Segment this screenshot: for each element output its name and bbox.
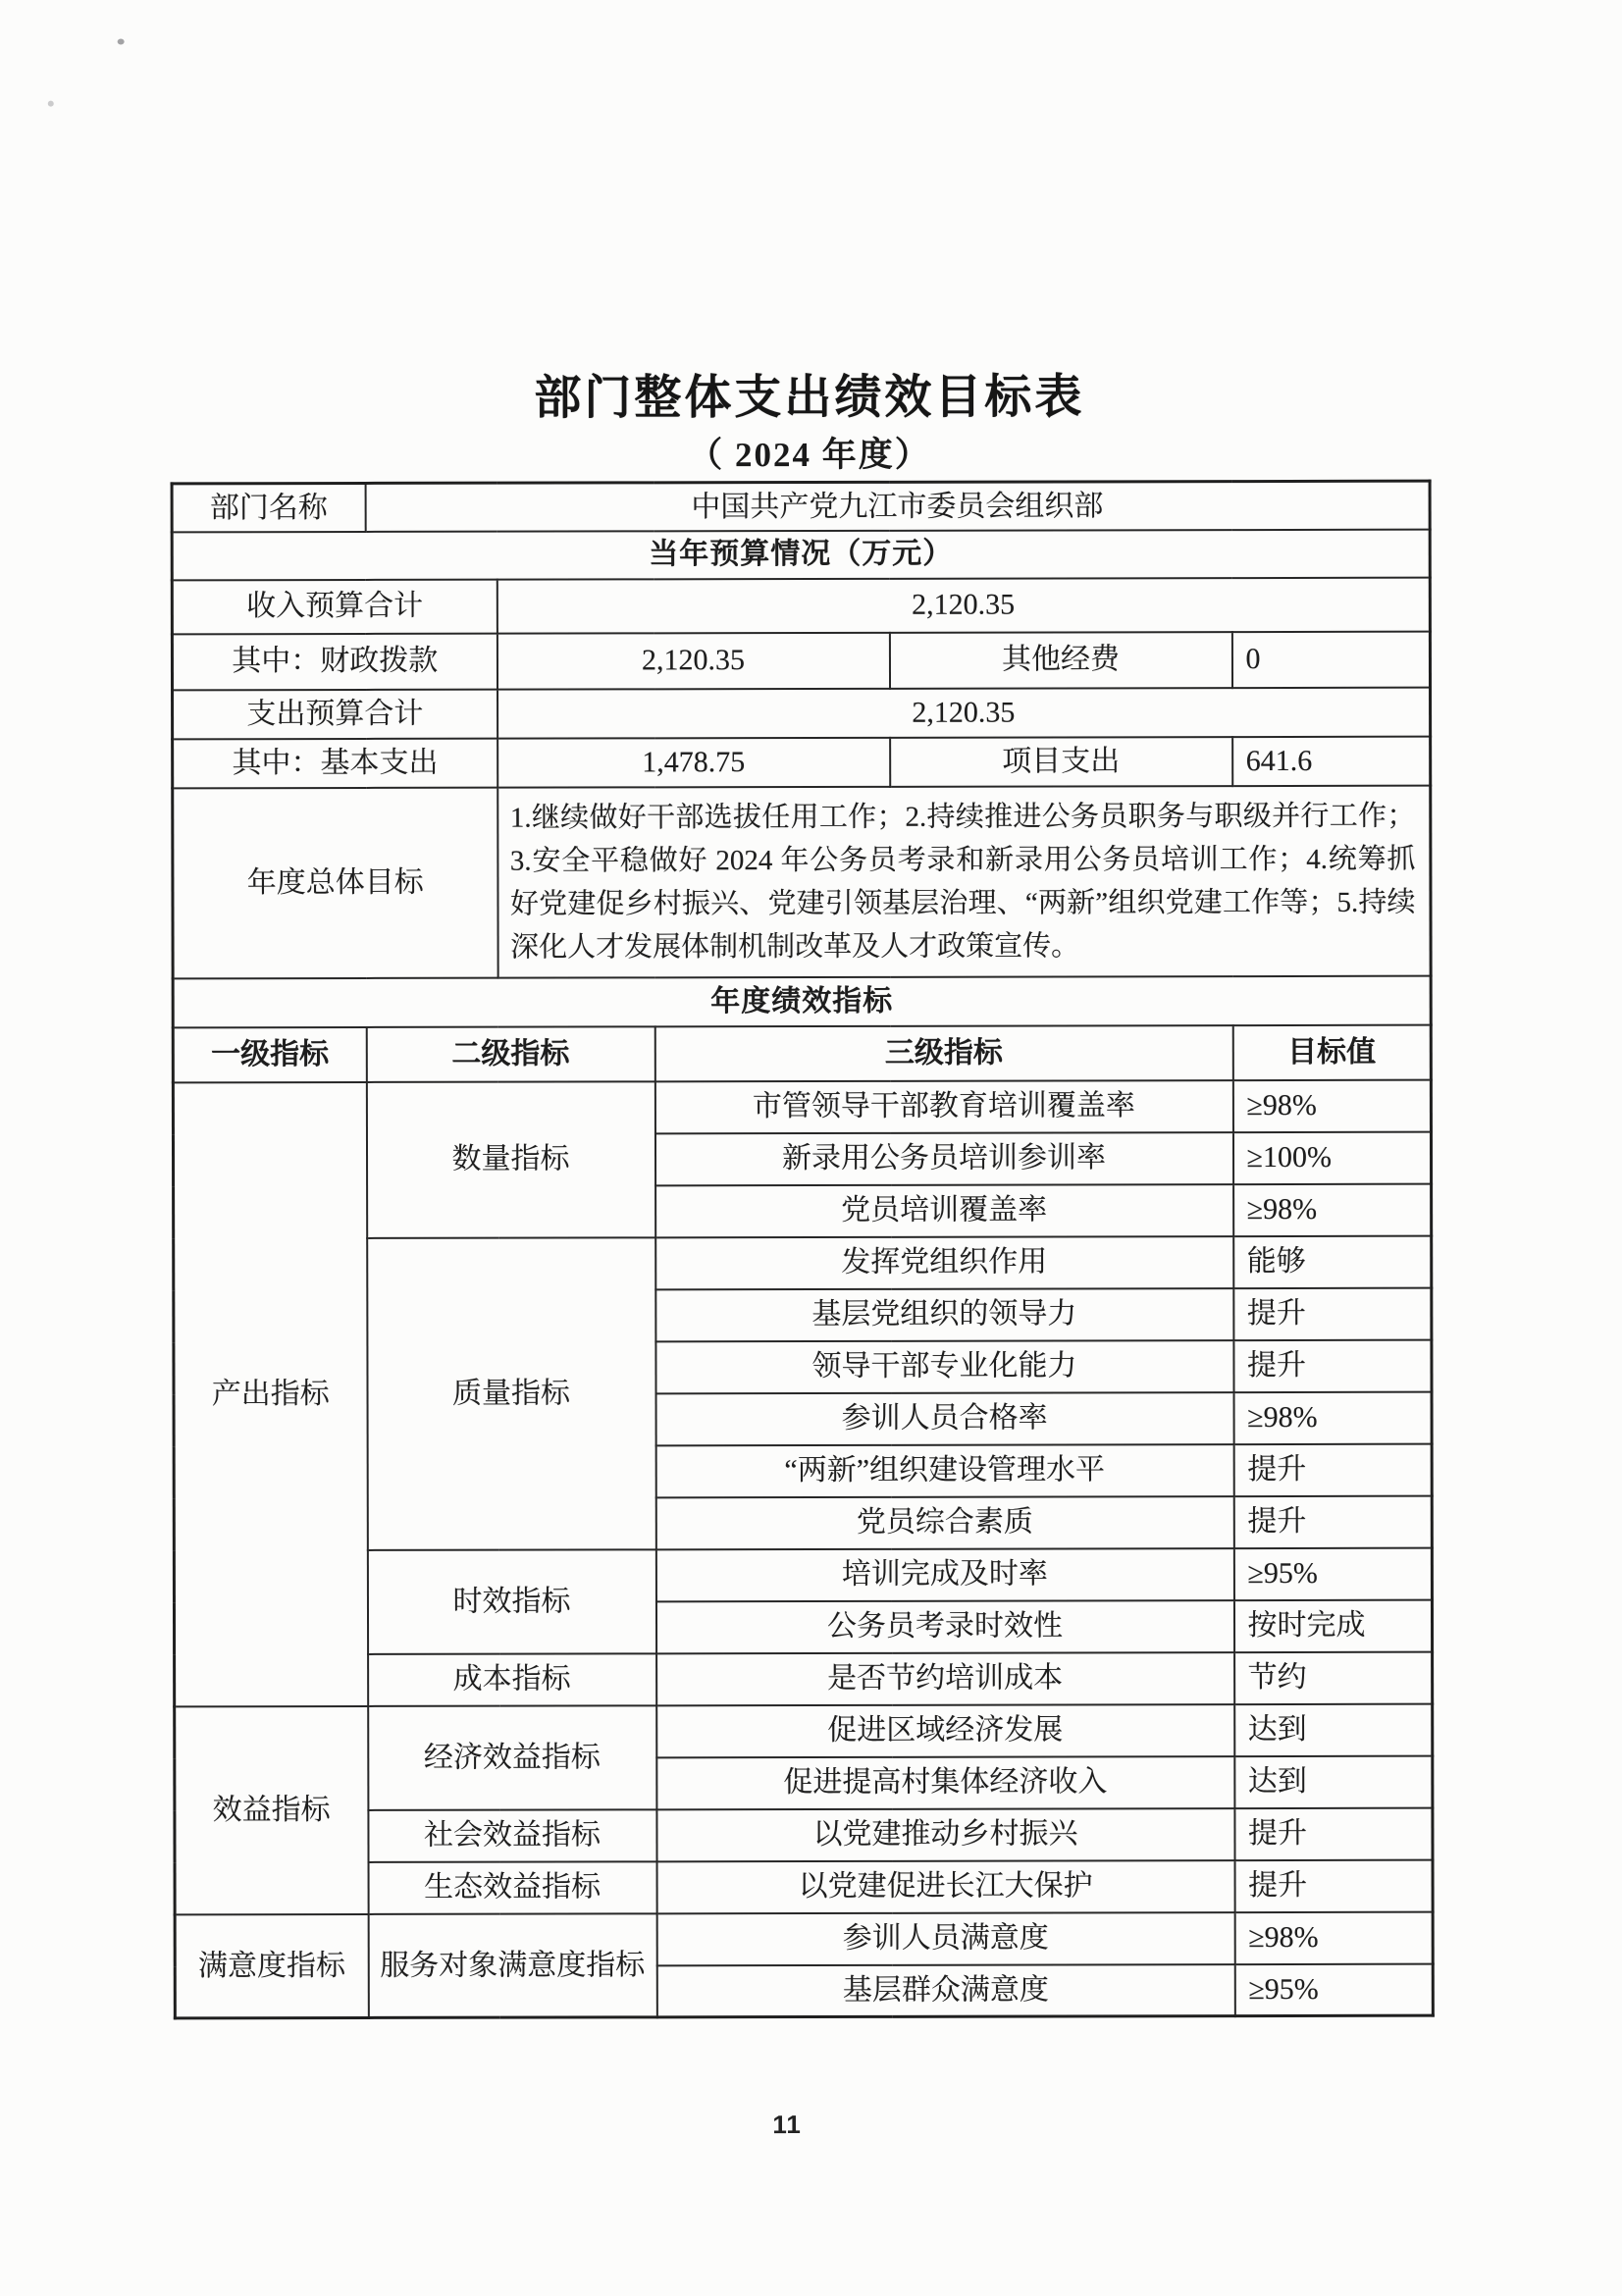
l2-indicator-cell: 经济效益指标 [368, 1705, 656, 1810]
target-value-cell: 提升 [1233, 1495, 1432, 1547]
target-value-cell: ≥98% [1234, 1911, 1433, 1963]
other-funds-label: 其他经费 [889, 632, 1231, 689]
target-value-cell: 提升 [1233, 1443, 1432, 1495]
l3-indicator-cell: 基层党组织的领导力 [655, 1288, 1233, 1341]
dept-name-label: 部门名称 [172, 483, 365, 531]
target-value-cell: ≥98% [1233, 1391, 1432, 1443]
basic-expense-value: 1,478.75 [497, 737, 890, 787]
l3-indicator-cell: “两新”组织建设管理水平 [655, 1444, 1233, 1497]
target-value-cell: 提升 [1233, 1287, 1432, 1339]
target-value-cell: ≥95% [1233, 1547, 1432, 1599]
l3-indicator-cell: 公务员考录时效性 [655, 1600, 1233, 1653]
l2-indicator-cell: 服务对象满意度指标 [368, 1913, 656, 2018]
page-subtitle-year: （ 2024 年度） [688, 435, 931, 475]
basic-expense-label: 其中：基本支出 [173, 738, 497, 788]
target-value-cell: 达到 [1234, 1755, 1433, 1807]
l3-indicator-cell: 培训完成及时率 [655, 1548, 1233, 1601]
other-funds-value: 0 [1231, 631, 1430, 687]
indicator-section-header: 年度绩效指标 [173, 975, 1431, 1027]
l3-indicator-cell: 领导干部专业化能力 [655, 1340, 1233, 1393]
annual-goal-label: 年度总体目标 [173, 787, 497, 978]
l3-indicator-cell: 促进提高村集体经济收入 [656, 1756, 1234, 1809]
l3-indicator-cell: 发挥党组织作用 [655, 1236, 1233, 1289]
header-level3-indicator: 三级指标 [654, 1025, 1232, 1081]
income-total-label: 收入预算合计 [172, 579, 497, 634]
fiscal-allocation-label: 其中：财政拨款 [172, 633, 497, 690]
project-expense-label: 项目支出 [890, 737, 1232, 787]
l2-indicator-cell: 质量指标 [367, 1237, 656, 1550]
header-target-value: 目标值 [1232, 1024, 1431, 1079]
l3-indicator-cell: 以党建推动乡村振兴 [656, 1808, 1234, 1861]
l3-indicator-cell: 以党建促进长江大保护 [656, 1860, 1234, 1913]
scan-speck [48, 101, 54, 107]
performance-target-table [171, 480, 1435, 2020]
project-expense-value: 641.6 [1232, 736, 1431, 785]
page-number: 11 [772, 2110, 802, 2140]
target-value-cell: 节约 [1234, 1651, 1433, 1703]
l3-indicator-cell: 新录用公务员培训参训率 [654, 1132, 1232, 1185]
budget-section-header: 当年预算情况（万元） [172, 529, 1430, 580]
target-value-cell: ≥95% [1234, 1963, 1433, 2015]
l2-indicator-cell: 社会效益指标 [368, 1809, 656, 1862]
l1-indicator-cell: 效益指标 [175, 1705, 368, 1913]
fiscal-allocation-value: 2,120.35 [497, 632, 889, 689]
l3-indicator-cell: 市管领导干部教育培训覆盖率 [654, 1080, 1232, 1133]
l3-indicator-cell: 基层群众满意度 [656, 1964, 1234, 2017]
l3-indicator-cell: 党员综合素质 [655, 1496, 1233, 1549]
l3-indicator-cell: 是否节约培训成本 [656, 1652, 1234, 1705]
expense-total-label: 支出预算合计 [173, 689, 497, 739]
header-level1-indicator: 一级指标 [173, 1026, 366, 1081]
target-value-cell: 达到 [1234, 1703, 1433, 1755]
scan-speck [118, 38, 125, 44]
l1-indicator-cell: 产出指标 [173, 1081, 367, 1705]
dept-name-value: 中国共产党九江市委员会组织部 [365, 481, 1430, 531]
target-value-cell: 提升 [1234, 1859, 1433, 1911]
target-value-cell: 提升 [1233, 1339, 1432, 1391]
target-value-cell: ≥100% [1232, 1131, 1431, 1183]
l3-indicator-cell: 促进区域经济发展 [656, 1704, 1234, 1757]
page-title: 部门整体支出绩效目标表 [534, 371, 1085, 425]
target-value-cell: ≥98% [1233, 1183, 1432, 1235]
expense-total-value: 2,120.35 [497, 687, 1431, 738]
target-value-cell: 提升 [1234, 1807, 1433, 1859]
l2-indicator-cell: 时效指标 [367, 1549, 655, 1654]
l3-indicator-cell: 参训人员满意度 [656, 1912, 1234, 1965]
l3-indicator-cell: 党员培训覆盖率 [655, 1184, 1233, 1237]
l2-indicator-cell: 成本指标 [368, 1653, 656, 1706]
income-total-value: 2,120.35 [497, 577, 1430, 633]
target-value-cell: ≥98% [1232, 1079, 1431, 1131]
header-level2-indicator: 二级指标 [366, 1026, 654, 1082]
l3-indicator-cell: 参训人员合格率 [655, 1392, 1233, 1445]
l2-indicator-cell: 数量指标 [366, 1081, 654, 1238]
l2-indicator-cell: 生态效益指标 [368, 1861, 656, 1914]
annual-goal-text: 1.继续做好干部选拔任用工作；2.持续推进公务员职务与职级并行工作；3.安全平稳做好 2024 年公务员考录和新录用公务员培训工作；4.统筹抓好党建促乡村振兴、党建引领基层治理、“两新”组织党建工作等；5.持续深化人才发展体制机制改革及人才政策宣传。 [497, 785, 1431, 977]
target-value-cell: 按时完成 [1233, 1599, 1432, 1651]
target-value-cell: 能够 [1233, 1235, 1432, 1287]
l1-indicator-cell: 满意度指标 [175, 1913, 368, 2017]
